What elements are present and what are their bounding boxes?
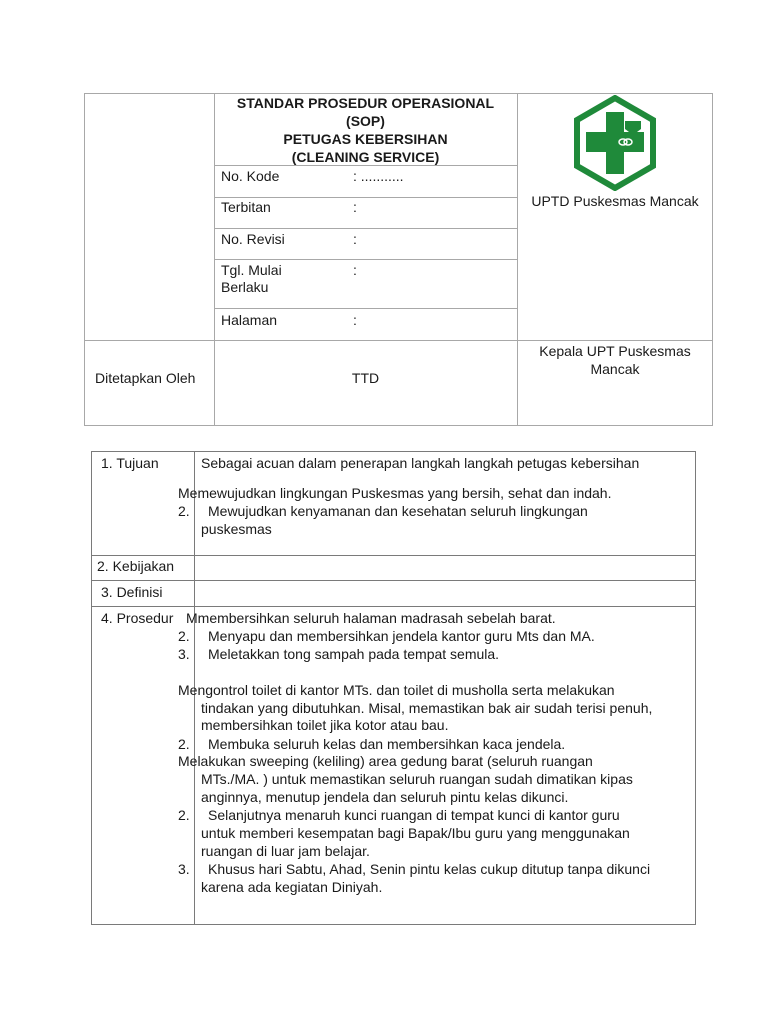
sop-title-line-3: PETUGAS KEBERSIHAN	[283, 131, 448, 147]
section-definisi-label: 3. Definisi	[101, 584, 163, 600]
ditetapkan-oleh-label: Ditetapkan Oleh	[95, 370, 196, 386]
sop-title-line-1: STANDAR PROSEDUR OPERASIONAL	[236, 95, 495, 111]
section-tujuan-label: 1. Tujuan	[101, 455, 159, 471]
no-kode-label: No. Kode	[221, 168, 280, 184]
tujuan-item-2-line-1: Mewujudkan kenyamanan dan kesehatan seluruh lingkungan	[208, 503, 588, 519]
prosedur-num: 2.	[178, 628, 190, 644]
sop-title-line-2: (SOP)	[346, 113, 385, 129]
prosedur-line: untuk memberi kesempatan bagi Bapak/Ibu guru yang menggunakan	[201, 825, 630, 841]
no-kode-value: : ...........	[353, 168, 404, 184]
prosedur-line: Menyapu dan membersihkan jendela kantor guru Mts dan MA.	[208, 628, 595, 644]
prosedur-line: anginnya, menutup jendela dan seluruh pintu kelas dikunci.	[201, 789, 569, 805]
prosedur-num: 3.	[178, 861, 190, 877]
tujuan-item-2-line-2: puskesmas	[201, 521, 272, 537]
terbitan-label: Terbitan	[221, 199, 271, 215]
tgl-mulai-label-1: Tgl. Mulai	[221, 262, 282, 278]
prosedur-line: Khusus hari Sabtu, Ahad, Senin pintu kelas cukup ditutup tanpa dikunci	[208, 861, 651, 877]
prosedur-line: tindakan yang dibutuhkan. Misal, memastikan bak air sudah terisi penuh,	[201, 700, 653, 716]
prosedur-line: Mengontrol toilet di kantor MTs. dan toilet di musholla serta melakukan	[178, 682, 615, 698]
tgl-mulai-value: :	[353, 262, 357, 278]
kepala-line-1: Kepala UPT Puskesmas	[539, 343, 691, 359]
prosedur-line: karena ada kegiatan Diniyah.	[201, 879, 383, 895]
org-name: UPTD Puskesmas Mancak	[531, 193, 699, 209]
prosedur-num: 2.	[178, 807, 190, 823]
ttd-label: TTD	[351, 370, 380, 386]
prosedur-line: Meletakkan tong sampah pada tempat semula.	[208, 646, 500, 662]
prosedur-line: Membuka seluruh kelas dan membersihkan kaca jendela.	[208, 736, 566, 752]
no-revisi-value: :	[353, 231, 357, 247]
puskesmas-logo-icon	[573, 95, 657, 191]
tujuan-item-2-num: 2.	[178, 503, 190, 519]
prosedur-num: 2.	[178, 736, 190, 752]
prosedur-line: membersihkan toilet jika kotor atau bau.	[201, 717, 449, 733]
no-revisi-label: No. Revisi	[221, 231, 285, 247]
section-prosedur-label: 4. Prosedur	[101, 610, 174, 626]
terbitan-value: :	[353, 199, 357, 215]
tujuan-text: Sebagai acuan dalam penerapan langkah langkah petugas kebersihan	[201, 455, 640, 471]
halaman-value: :	[353, 312, 357, 328]
prosedur-line: ruangan di luar jam belajar.	[201, 843, 370, 859]
kepala-line-2: Mancak	[590, 361, 640, 377]
prosedur-line: MTs./MA. ) untuk memastikan seluruh ruangan sudah dimatikan kipas	[201, 771, 633, 787]
tujuan-item-1: Memewujudkan lingkungan Puskesmas yang bersih, sehat dan indah.	[178, 485, 612, 501]
tgl-mulai-label-2: Berlaku	[221, 279, 269, 295]
prosedur-line: Mmembersihkan seluruh halaman madrasah sebelah barat.	[186, 610, 556, 626]
prosedur-line: Melakukan sweeping (keliling) area gedung barat (seluruh ruangan	[178, 753, 593, 769]
sop-title-line-4: (CLEANING SERVICE)	[291, 149, 440, 165]
prosedur-line: Selanjutnya menaruh kunci ruangan di tempat kunci di kantor guru	[208, 807, 620, 823]
prosedur-num: 3.	[178, 646, 190, 662]
halaman-label: Halaman	[221, 312, 278, 328]
section-kebijakan-label: 2. Kebijakan	[97, 558, 175, 574]
